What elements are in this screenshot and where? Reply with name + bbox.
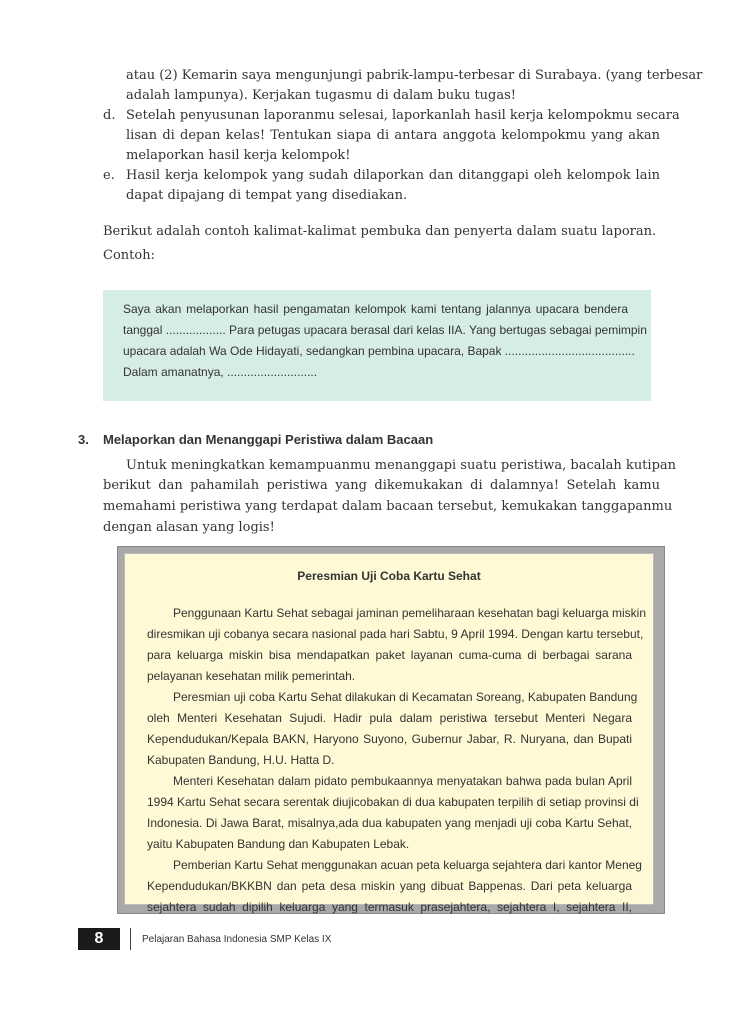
- section-number: 3.: [78, 432, 89, 447]
- intro-sentence: Berikut adalah contoh kalimat-kalimat pembuka dan penyerta dalam suatu laporan.: [103, 224, 657, 239]
- article-box: [124, 553, 654, 914]
- article-line-11: Indonesia. Di Jawa Barat, misalnya,ada dua kabupaten yang menjadi uji coba Kartu Sehat,: [147, 816, 632, 830]
- list-marker-e: e.: [103, 168, 115, 183]
- list-item-d-line-1: Setelah penyusunan laporanmu selesai, laporkanlah hasil kerja kelompokmu secara: [126, 108, 680, 123]
- footer-book-title: Pelajaran Bahasa Indonesia SMP Kelas IX: [142, 934, 332, 945]
- section-title: Melaporkan dan Menanggapi Peristiwa dalam Bacaan: [103, 432, 434, 447]
- list-item-d-line-3: melaporkan hasil kerja kelompok!: [126, 148, 351, 163]
- paragraph-line-4: dengan alasan yang logis!: [103, 520, 275, 535]
- article-line-7: Kependudukan/Kepala BAKN, Haryono Suyono, Gubernur Jabar, R. Nuryana, dan Bupati: [147, 732, 632, 746]
- article-line-14: Kependudukan/BKKBN dan peta desa miskin yang dibuat Bappenas. Dari peta keluarga: [147, 879, 632, 893]
- paragraph-line-1: Untuk meningkatkan kemampuanmu menanggapi suatu peristiwa, bacalah kutipan: [126, 458, 677, 473]
- footer-divider: [130, 928, 131, 950]
- article-line-5: Peresmian uji coba Kartu Sehat dilakukan di Kecamatan Soreang, Kabupaten Bandung: [173, 690, 638, 704]
- article-line-13: Pemberian Kartu Sehat menggunakan acuan peta keluarga sejahtera dari kantor Meneg: [173, 858, 642, 872]
- article-line-2: diresmikan uji cobanya secara nasional pada hari Sabtu, 9 April 1994. Dengan kartu tersebut,: [147, 627, 644, 641]
- continuation-text-1: atau (2) Kemarin saya mengunjungi pabrik-lampu-terbesar di Surabaya. (yang terbesar: [126, 68, 703, 83]
- example-box: [103, 290, 651, 401]
- article-line-6: oleh Menteri Kesehatan Sujudi. Hadir pula dalam peristiwa tersebut Menteri Negara: [147, 711, 632, 725]
- example-line-2: tanggal .................. Para petugas upacara berasal dari kelas IIA. Yang bertugas sebagai pemimpin: [123, 323, 647, 337]
- article-line-10: 1994 Kartu Sehat secara serentak diujicobakan di dua kabupaten terpilih di setiap provinsi di: [147, 795, 639, 809]
- example-line-3: upacara adalah Wa Ode Hidayati, sedangkan pembina upacara, Bapak .......................................: [123, 344, 635, 358]
- article-line-15: sejahtera sudah dipilih keluarga yang termasuk prasejahtera, sejahtera I, sejahtera II,: [147, 900, 632, 914]
- article-line-12: yaitu Kabupaten Bandung dan Kabupaten Lebak.: [147, 837, 410, 851]
- page-number: 8: [78, 928, 120, 950]
- example-line-1: Saya akan melaporkan hasil pengamatan kelompok kami tentang jalannya upacara bendera: [123, 302, 628, 316]
- example-label: Contoh:: [103, 248, 155, 263]
- paragraph-line-2: berikut dan pahamilah peristiwa yang dikemukakan di dalamnya! Setelah kamu: [103, 478, 660, 493]
- article-line-4: pelayanan kesehatan milik pemerintah.: [147, 669, 356, 683]
- article-line-8: Kabupaten Bandung, H.U. Hatta D.: [147, 753, 335, 767]
- list-item-e-line-1: Hasil kerja kelompok yang sudah dilaporkan dan ditanggapi oleh kelompok lain: [126, 168, 660, 183]
- example-line-4: Dalam amanatnya, ...........................: [123, 365, 318, 379]
- continuation-line-1: [126, 66, 703, 86]
- list-marker-d: d.: [103, 108, 116, 123]
- list-item-e-line-2: dapat dipajang di tempat yang disediakan.: [126, 188, 408, 203]
- article-line-1: Penggunaan Kartu Sehat sebagai jaminan pemeliharaan kesehatan bagi keluarga miskin: [173, 606, 646, 620]
- paragraph-line-3: memahami peristiwa yang terdapat dalam bacaan tersebut, kemukakan tanggapanmu: [103, 499, 673, 514]
- list-item-d-line-2: lisan di depan kelas! Tentukan siapa di antara anggota kelompokmu yang akan: [126, 128, 660, 143]
- continuation-line-2: adalah lampunya). Kerjakan tugasmu di dalam buku tugas!: [126, 88, 517, 103]
- article-title: Peresmian Uji Coba Kartu Sehat: [297, 569, 481, 583]
- article-line-9: Menteri Kesehatan dalam pidato pembukaannya menyatakan bahwa pada bulan April: [173, 774, 632, 788]
- section-heading: [78, 432, 433, 447]
- article-line-3: para keluarga miskin bisa mendapatkan paket layanan cuma-cuma di berbagai sarana: [147, 648, 632, 662]
